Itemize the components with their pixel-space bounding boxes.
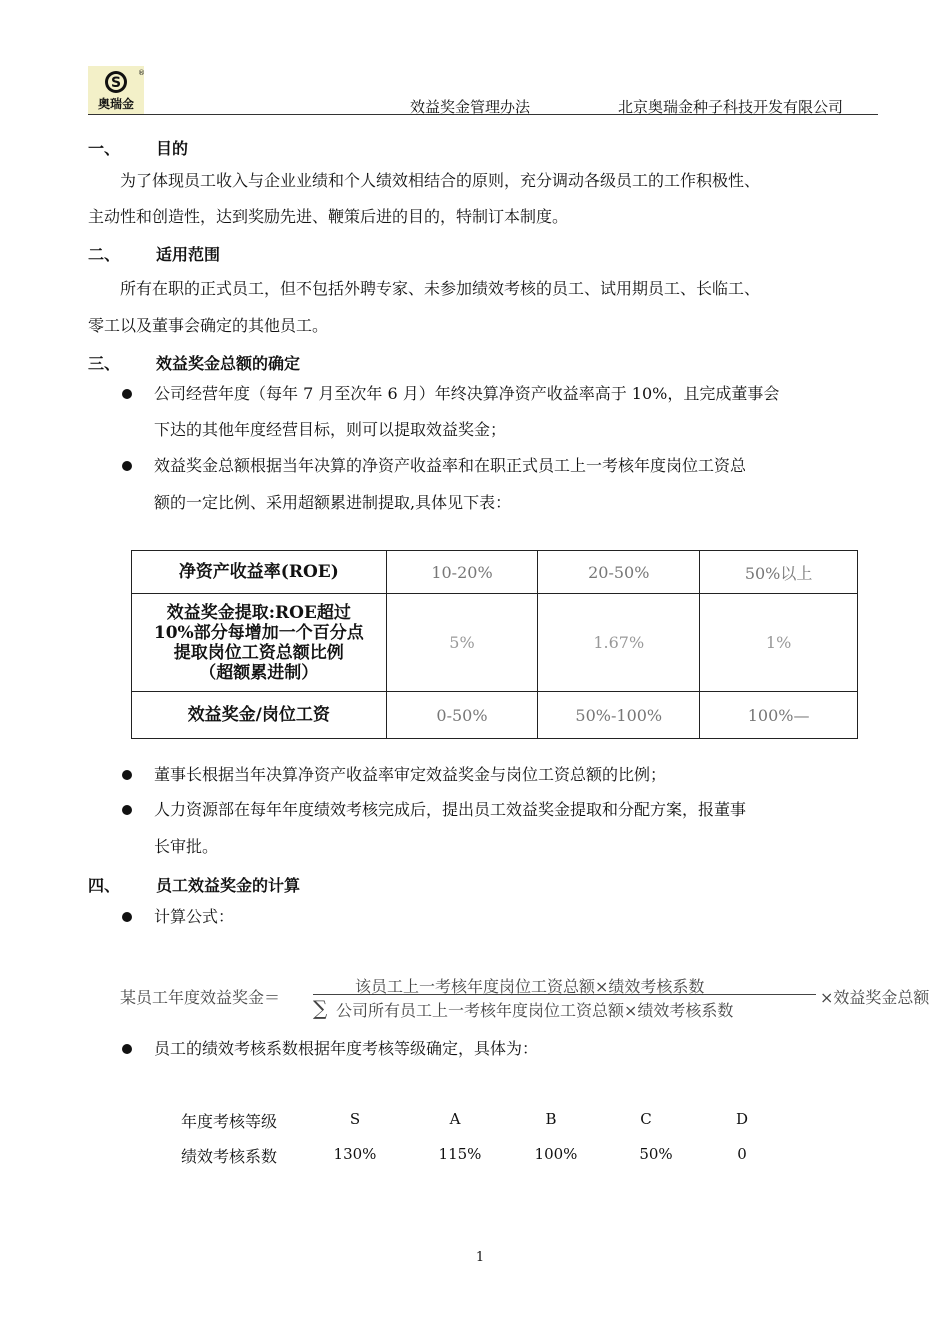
grade-cell: C (640, 1110, 652, 1128)
table-row-header: 净资产收益率(ROE) (132, 551, 387, 594)
doc-title: 效益奖金管理办法 (410, 98, 531, 116)
table-cell: 0-50% (386, 692, 538, 739)
bullet-line: 计算公式： (154, 907, 235, 926)
paragraph-line: 所有在职的正式员工，但不包括外聘专家、未参加绩效考核的员工、试用期员工、长临工、 (120, 279, 761, 298)
formula-lhs: 某员工年度效益奖金＝ (120, 988, 281, 1007)
table-cell: 10-20% (386, 551, 538, 594)
page-number: 1 (475, 1250, 485, 1265)
bullet-line: 长审批。 (154, 837, 219, 856)
section-number: 三、 (88, 354, 121, 373)
table-row (132, 594, 858, 692)
bullet-icon (122, 389, 132, 399)
bullet-icon (122, 1044, 132, 1054)
section-1-heading (88, 136, 188, 159)
section-2-heading (88, 242, 220, 265)
table-row (132, 551, 858, 594)
formula-denominator: 公司所有员工上一考核年度岗位工资总额×绩效考核系数 (336, 1001, 734, 1020)
formula-rhs: ×效益奖金总额 (820, 988, 930, 1007)
paragraph-line: 主动性和创造性，达到奖励先进、鞭策后进的目的，特制订本制度。 (88, 207, 569, 226)
coefficient-label: 绩效考核系数 (181, 1147, 278, 1166)
formula-fraction-bar (313, 994, 816, 995)
bullet-line: 人力资源部在每年年度绩效考核完成后，提出员工效益奖金提取和分配方案，报董事 (154, 800, 747, 819)
coefficient-cell: 100% (534, 1145, 578, 1163)
header-divider (88, 114, 878, 115)
table-cell: 5% (386, 594, 538, 692)
bullet-line: 效益奖金总额根据当年决算的净资产收益率和在职正式员工上一考核年度岗位工资总 (154, 456, 747, 475)
bullet-icon (122, 912, 132, 922)
table-cell: 1.67% (538, 594, 700, 692)
grade-cell: D (735, 1110, 749, 1128)
bullet-icon (122, 770, 132, 780)
section-number: 一、 (88, 139, 121, 158)
coefficient-cell: 130% (333, 1145, 377, 1163)
header-line: 10%部分每增加一个百分点 (153, 622, 364, 643)
section-title: 目的 (156, 139, 189, 158)
coefficient-cell: 0 (737, 1145, 747, 1163)
formula-numerator: 该员工上一考核年度岗位工资总额×绩效考核系数 (355, 977, 705, 996)
roe-table (131, 550, 858, 739)
bullet-icon (122, 805, 132, 815)
section-4-heading (88, 873, 300, 896)
section-title: 适用范围 (156, 245, 221, 264)
bullet-line: 下达的其他年度经营目标，则可以提取效益奖金； (154, 420, 507, 439)
sigma-icon: ∑ (313, 996, 328, 1020)
logo-mark: S (110, 75, 122, 91)
grade-cell: S (349, 1110, 361, 1128)
table-row (132, 692, 858, 739)
bullet-line: 员工的绩效考核系数根据年度考核等级确定，具体为： (154, 1039, 539, 1058)
header-line: （超额累进制） (199, 662, 319, 683)
header-line: 提取岗位工资总额比例 (173, 642, 344, 663)
section-number: 二、 (88, 245, 121, 264)
svg-text:®: ® (138, 69, 145, 77)
paragraph-line: 零工以及董事会确定的其他员工。 (88, 316, 329, 335)
table-row-header (132, 594, 387, 692)
grade-cell: A (449, 1110, 461, 1128)
grade-label: 年度考核等级 (181, 1112, 278, 1131)
bullet-line: 额的一定比例、采用超额累进制提取,具体见下表： (154, 493, 512, 512)
coefficient-cell: 115% (438, 1145, 482, 1163)
table-row-header: 效益奖金/岗位工资 (132, 692, 387, 739)
logo-text: 奥瑞金 (97, 97, 135, 111)
table-cell: 1% (700, 594, 858, 692)
bullet-line: 董事长根据当年决算净资产收益率审定效益奖金与岗位工资总额的比例； (154, 765, 667, 784)
header-line: 效益奖金提取:ROE超过 (166, 602, 351, 623)
table-cell: 100%— (700, 692, 858, 739)
section-number: 四、 (88, 876, 121, 895)
section-title: 员工效益奖金的计算 (156, 876, 301, 895)
company-name: 北京奥瑞金种子科技开发有限公司 (618, 98, 844, 116)
section-3-heading (88, 351, 300, 374)
bullet-line: 公司经营年度（每年 7 月至次年 6 月）年终决算净资产收益率高于 10%，且完成董事会 (154, 384, 780, 403)
bullet-icon (122, 461, 132, 471)
table-cell: 50%-100% (538, 692, 700, 739)
section-title: 效益奖金总额的确定 (156, 354, 301, 373)
grade-cell: B (545, 1110, 557, 1128)
table-cell: 20-50% (538, 551, 700, 594)
coefficient-cell: 50% (639, 1145, 673, 1163)
table-cell: 50%以上 (700, 551, 858, 594)
company-logo (88, 66, 144, 114)
paragraph-line: 为了体现员工收入与企业业绩和个人绩效相结合的原则，充分调动各级员工的工作积极性、 (120, 171, 761, 190)
